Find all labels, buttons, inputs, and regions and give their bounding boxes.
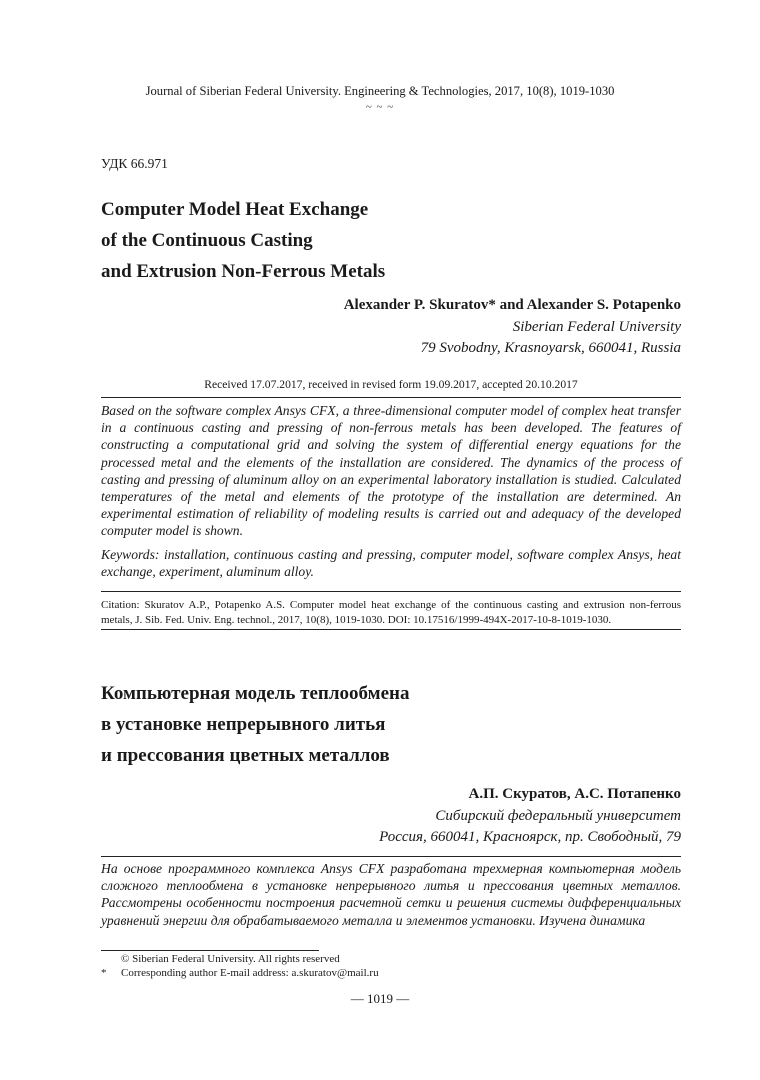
english-affiliation: Siberian Federal University [512,318,681,335]
russian-title-line: Компьютерная модель теплообмена [101,683,410,704]
corresponding-author-email: Corresponding author E-mail address: a.skuratov@mail.ru [121,967,379,979]
divider [101,629,681,630]
received-dates: Received 17.07.2017, received in revised form 19.09.2017, accepted 20.10.2017 [204,378,578,391]
english-authors-block [101,295,681,360]
divider [101,591,681,592]
english-title-line: and Extrusion Non-Ferrous Metals [101,261,386,282]
divider [101,856,681,857]
footnote-asterisk: * [101,967,107,979]
russian-title-line: и прессования цветных металлов [101,745,390,766]
header-ornament: ~ ~ ~ [365,101,395,113]
copyright-footnote: © Siberian Federal University. All rights reserved [121,953,340,965]
udk-code: УДК 66.971 [101,156,168,171]
russian-authors-block [101,784,681,849]
footnote-rule [101,950,319,951]
russian-title [101,678,409,771]
page-number: — 1019 — [350,991,410,1006]
russian-title-line: в установке непрерывного литья [101,714,386,735]
corresponding-author-footnote [101,967,379,979]
english-title-line: of the Continuous Casting [101,230,313,251]
russian-address: Россия, 660041, Красноярск, пр. Свободный, 79 [379,829,681,845]
english-keywords: Keywords: installation, continuous casting and pressing, computer model, software complex Ansys, heat exchange, experiment, aluminum alloy. [101,547,681,580]
russian-authors: А.П. Скуратов, А.С. Потапенко [468,786,681,802]
english-title-line: Computer Model Heat Exchange [101,199,369,220]
english-address: 79 Svobodny, Krasnoyarsk, 660041, Russia [420,340,681,356]
english-abstract: Based on the software complex Ansys CFX, a three-dimensional computer model of complex heat transfer in a continuous casting and pressing of non-ferrous metals has been developed. The features of constructing a computational grid and solving the system of differential energy equations for the processed metal and the elements of the installation are considered. The dynamics of the process of casting and pressing of aluminum alloy on an experimental laboratory installation is studied. Calculated temperatures of the metal and elements of the prototype of the installation are determined. An experimental estimation of reliability of modeling results is carried out and adequacy of the developed computer model is shown. [101,403,681,539]
russian-abstract: На основе программного комплекса Ansys CFX разработана трехмерная компьютерная модель сложного теплообмена в установке непрерывного литья и прессования цветных металлов. Рассмотрены особенности построения расчетной сетки и решения системы дифференциальных уравнений энергии для обрабатываемого металла и элементов установки. Изучена динамика [101,861,681,928]
russian-affiliation: Сибирский федеральный университет [435,807,681,824]
citation: Citation: Skuratov A.P., Potapenko A.S. Computer model heat exchange of the continuous casting and extrusion non-ferrous metals, J. Sib. Fed. Univ. Eng. technol., 2017, 10(8), 1019-1030. DOI: 10.17516/1999-494X-2017-10-8-1019-1030. [101,599,681,626]
divider [101,397,681,398]
english-title [101,194,385,287]
journal-header: Journal of Siberian Federal University. Engineering & Technologies, 2017, 10(8), 1019-1030 [145,84,615,98]
english-authors: Alexander P. Skuratov* and Alexander S. Potapenko [343,297,681,313]
